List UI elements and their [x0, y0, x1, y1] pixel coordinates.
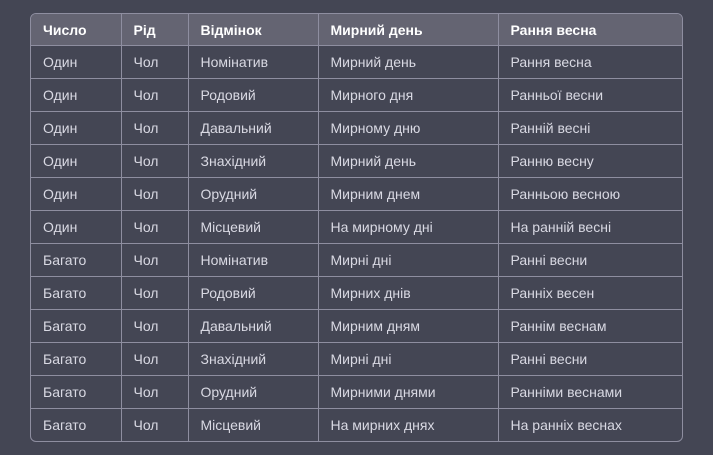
header-early-spring: Рання весна: [498, 14, 682, 46]
table-row: [31, 343, 682, 376]
cell-gender: Чол: [121, 310, 188, 343]
cell-gender: Чол: [121, 145, 188, 178]
header-peaceful-day: Мирний день: [318, 14, 498, 46]
declension-table-container: [30, 13, 683, 442]
cell-case: Давальний: [188, 112, 318, 145]
cell-early-spring: Ранніх весен: [498, 277, 682, 310]
cell-early-spring: Рання весна: [498, 46, 682, 79]
cell-gender: Чол: [121, 211, 188, 244]
cell-early-spring: На ранніх веснах: [510, 417, 622, 433]
cell-gender: Чол: [121, 244, 188, 277]
cell-gender: Чол: [121, 46, 188, 79]
cell-peaceful-day: На мирному дні: [318, 211, 498, 244]
cell-gender: Чол: [121, 409, 188, 442]
cell-early-spring: Ранню весну: [498, 145, 682, 178]
cell-peaceful-day: Мирним днем: [318, 178, 498, 211]
cell-number: Багато: [31, 277, 121, 310]
cell-early-spring: Ранні весни: [498, 343, 682, 376]
cell-gender: Чол: [121, 343, 188, 376]
table-body: [31, 46, 682, 442]
cell-gender: Чол: [121, 112, 188, 145]
header-gender: Рід: [121, 14, 188, 46]
cell-case: Давальний: [188, 310, 318, 343]
cell-peaceful-day: Мирний день: [318, 145, 498, 178]
cell-early-spring: Ранній весні: [498, 112, 682, 145]
cell-number: Один: [31, 211, 121, 244]
cell-case: Знахідний: [188, 343, 318, 376]
cell-peaceful-day: Мирному дню: [318, 112, 498, 145]
cell-number: Один: [31, 112, 121, 145]
table-row: [31, 277, 682, 310]
header-case: Відмінок: [188, 14, 318, 46]
cell-gender: Чол: [121, 178, 188, 211]
table-row: [31, 310, 682, 343]
table-row: [31, 376, 682, 409]
header-number: Число: [31, 14, 121, 46]
declension-table: [31, 14, 682, 441]
cell-number: Один: [31, 46, 121, 79]
cell-early-spring: Раннім веснам: [498, 310, 682, 343]
cell-case: Орудний: [188, 178, 318, 211]
cell-case: Знахідний: [188, 145, 318, 178]
cell-gender: Чол: [121, 277, 188, 310]
table-row: [31, 79, 682, 112]
cell-peaceful-day: Мирні дні: [318, 343, 498, 376]
table-row: [31, 409, 682, 442]
cell-number: Один: [31, 145, 121, 178]
table-row: [31, 46, 682, 79]
cell-peaceful-day: Мирного дня: [318, 79, 498, 112]
cell-peaceful-day: Мирний день: [318, 46, 498, 79]
table-row: [31, 178, 682, 211]
cell-case: Орудний: [188, 376, 318, 409]
cell-early-spring: Ранньої весни: [498, 79, 682, 112]
cell-case: Номінатив: [188, 244, 318, 277]
header-row: [31, 14, 682, 46]
cell-gender: Чол: [121, 79, 188, 112]
table-row: [31, 211, 682, 244]
cell-case: Родовий: [188, 277, 318, 310]
cell-early-spring: Ранніми веснами: [498, 376, 682, 409]
cell-case: Родовий: [188, 79, 318, 112]
cell-peaceful-day: На мирних днях: [318, 409, 498, 442]
cell-number: Багато: [31, 343, 121, 376]
cell-case: Місцевий: [188, 409, 318, 442]
cell-early-spring: Ранньою весною: [498, 178, 682, 211]
table-row: [31, 244, 682, 277]
cell-early-spring: Ранні весни: [498, 244, 682, 277]
cell-peaceful-day: Мирних днів: [318, 277, 498, 310]
cell-number: Багато: [31, 409, 121, 442]
cell-number: Багато: [31, 310, 121, 343]
cell-number: Багато: [31, 376, 121, 409]
cell-peaceful-day: Мирними днями: [318, 376, 498, 409]
cell-number: Один: [31, 79, 121, 112]
table-row: [31, 145, 682, 178]
cell-number: Багато: [31, 244, 121, 277]
cell-number: Один: [31, 178, 121, 211]
table-row: [31, 112, 682, 145]
cell-gender: Чол: [121, 376, 188, 409]
table-header: [31, 14, 682, 46]
cell-case: Місцевий: [188, 211, 318, 244]
cell-early-spring: На ранній весні: [498, 211, 682, 244]
cell-peaceful-day: Мирним дням: [318, 310, 498, 343]
cell-case: Номінатив: [188, 46, 318, 79]
cell-peaceful-day: Мирні дні: [318, 244, 498, 277]
